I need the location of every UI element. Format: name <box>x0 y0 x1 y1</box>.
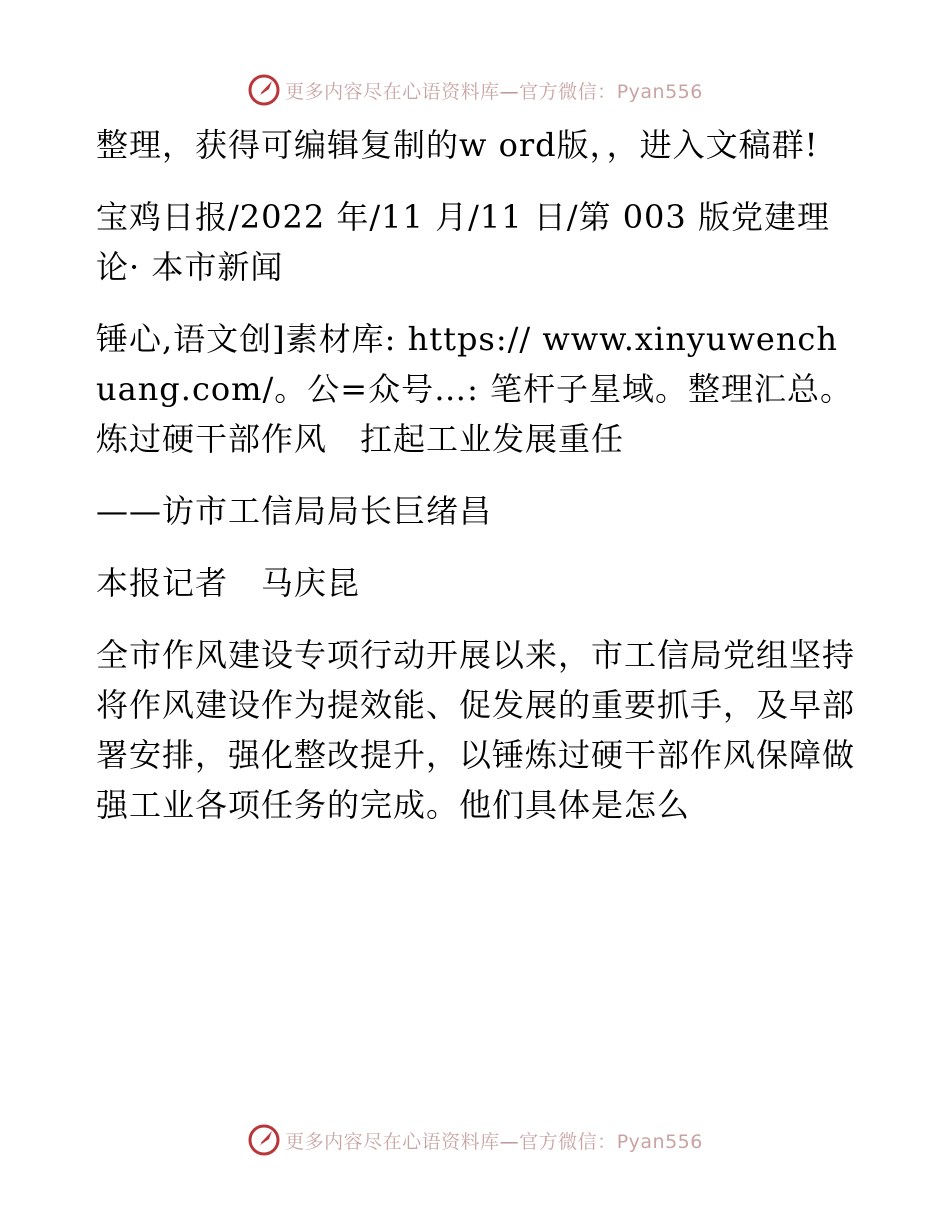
footer-watermark-text: 更多内容尽在心语资料库—官方微信：Pyan556 <box>285 1130 703 1153</box>
feather-pen-seal-icon <box>247 1123 281 1157</box>
footer-watermark <box>0 1120 950 1160</box>
paragraph-source: 宝鸡日报/2022 年/11 月/11 日/第 003 版党建理论· 本市新闻 <box>96 198 830 286</box>
feather-pen-seal-icon <box>247 73 281 107</box>
paragraph-main: 全市作风建设专项行动开展以来，市工信局党组坚持将作风建设作为提效能、促发展的重要抓手，及早部署安排，强化整改提升，以锤炼过硬干部作风保障做强工业各项任务的完成。他们具体是怎么 <box>96 636 856 824</box>
header-watermark-text: 更多内容尽在心语资料库—官方微信：Pyan556 <box>285 80 703 103</box>
paragraph-resource-and-title: 锤心,语文创]素材库: https:// www.xinyuwenchuang.com/。公=众号…: 笔杆子星域。整理汇总。炼过硬干部作风 扛起工业发展重任 <box>96 320 854 458</box>
paragraph-intro: 整理，获得可编辑复制的w ord版，，进入文稿群! <box>96 126 819 164</box>
paragraph-subtitle: ——访市工信局局长巨绪昌 <box>96 492 493 530</box>
header-watermark <box>0 70 950 110</box>
paragraph-byline: 本报记者 马庆昆 <box>96 564 361 602</box>
document-body <box>96 120 856 830</box>
